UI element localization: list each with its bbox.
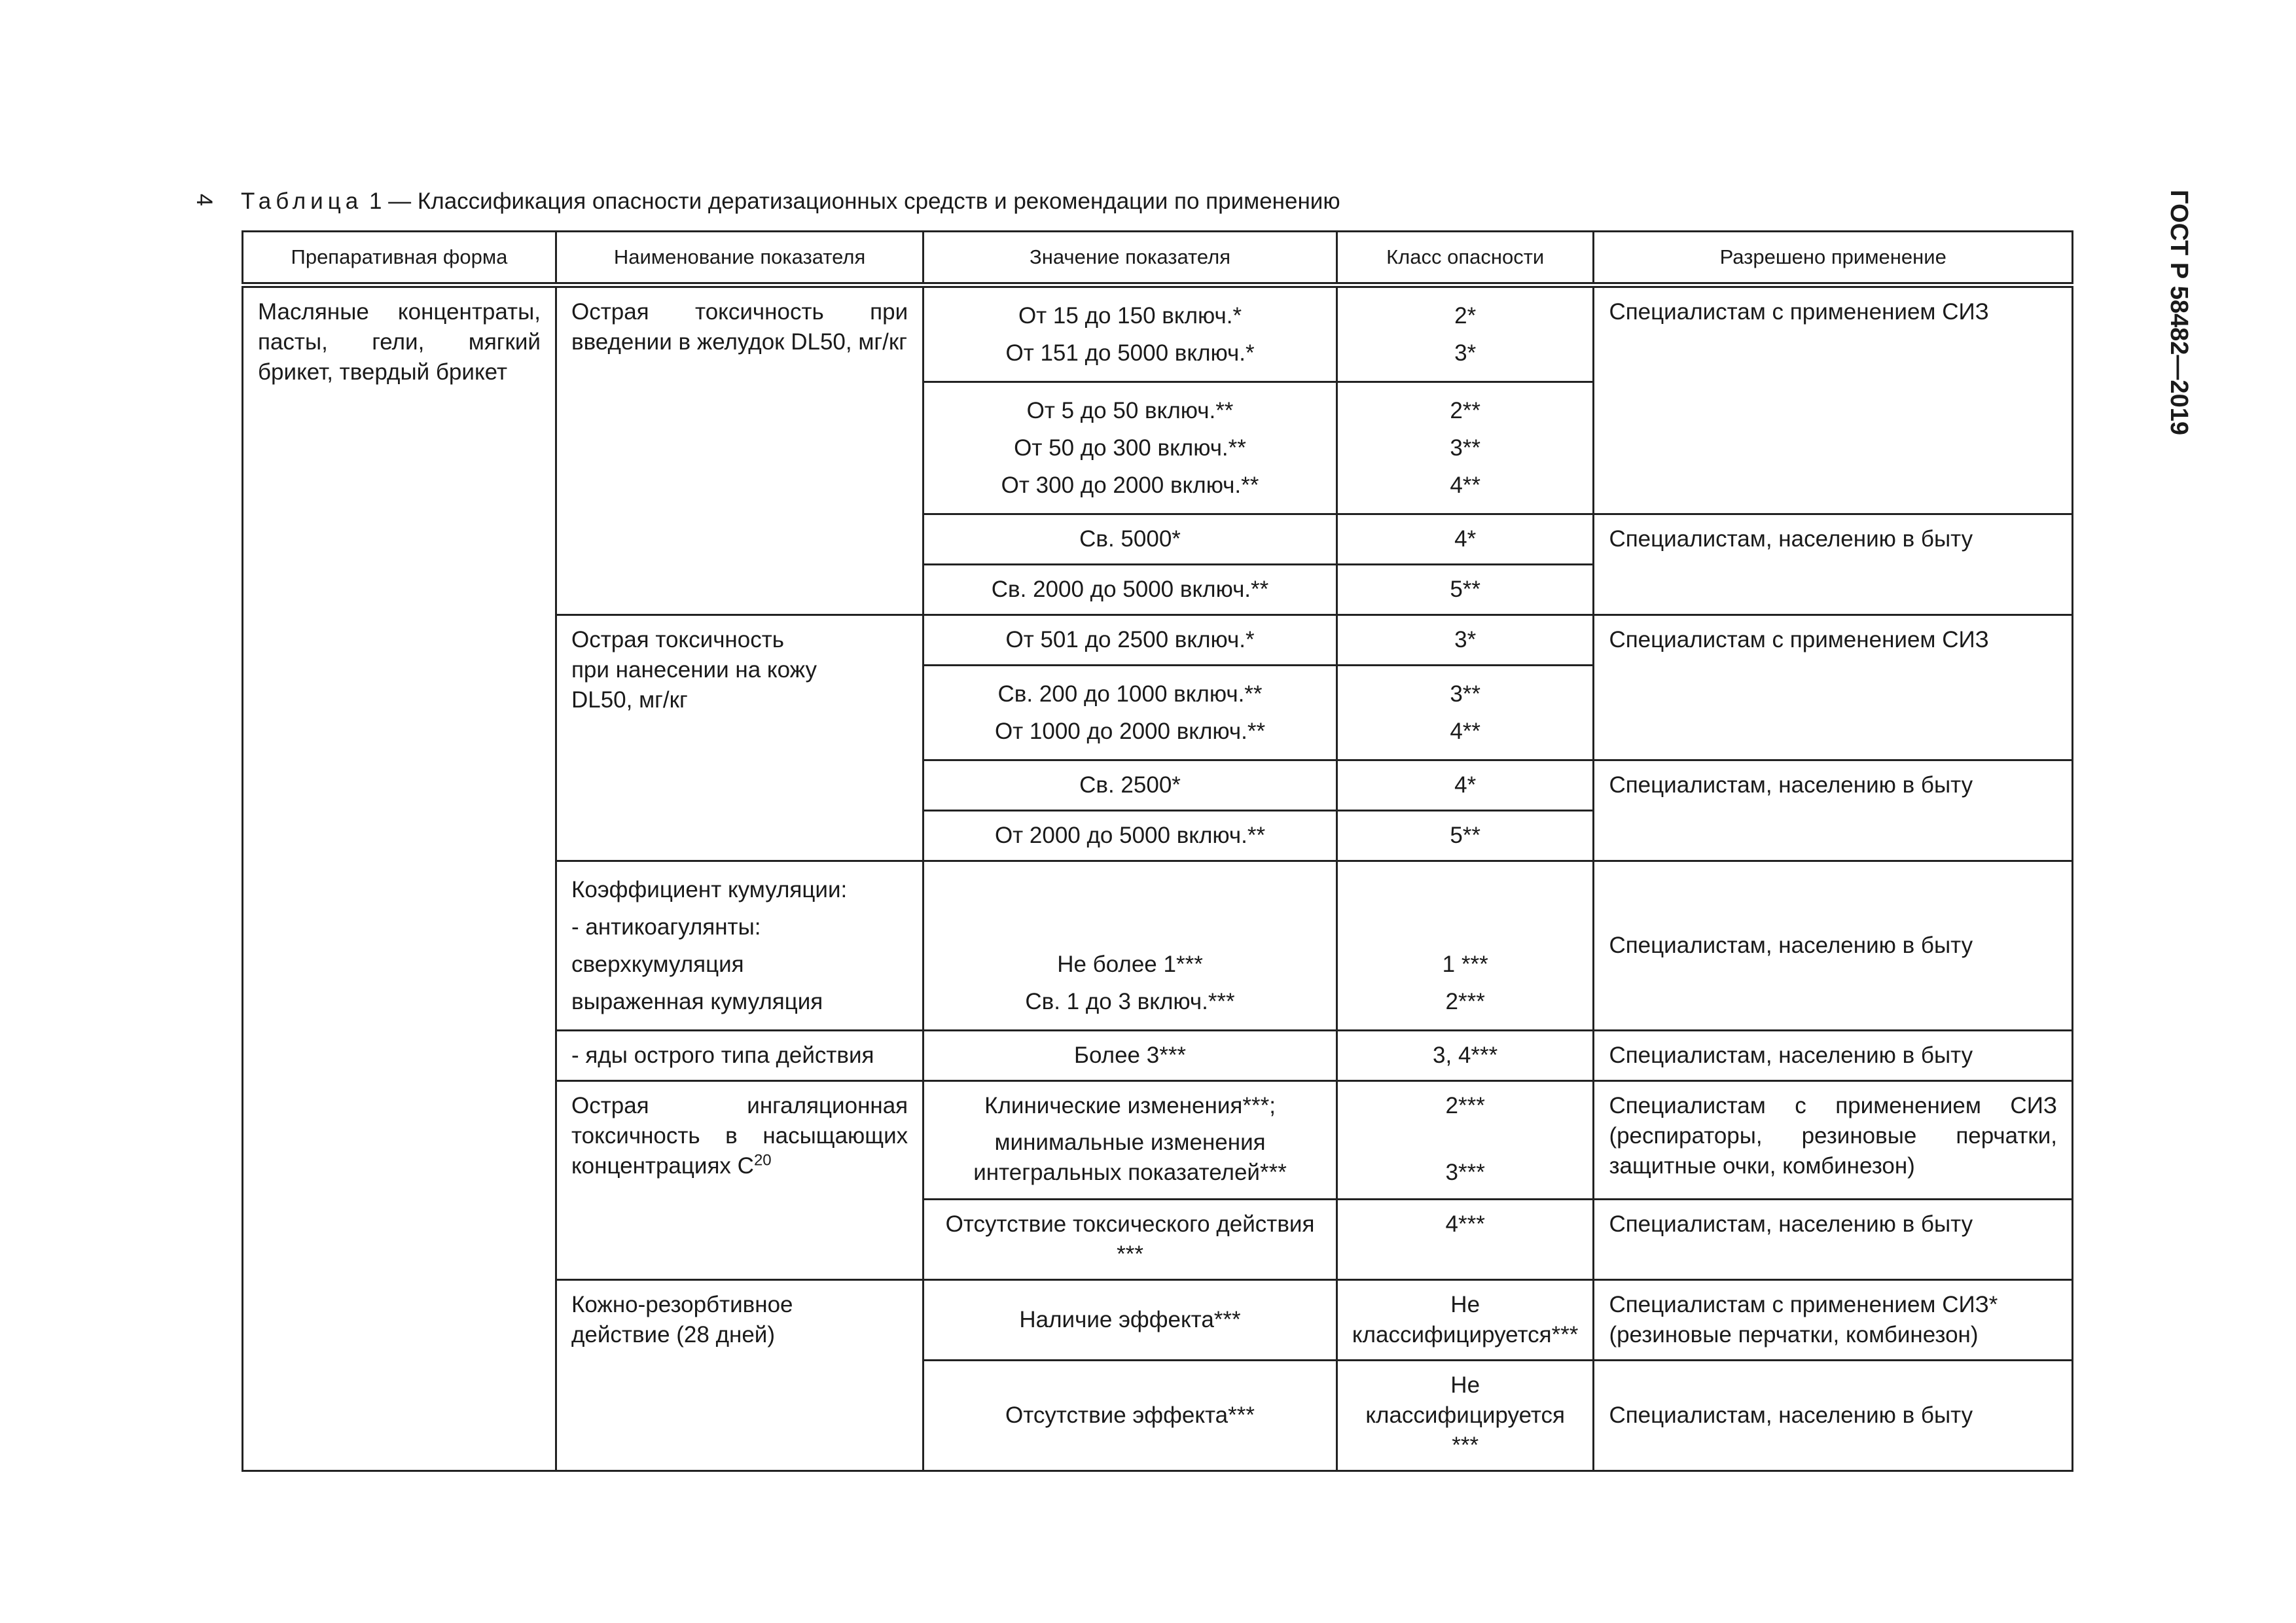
class-cum-1: 1 *** (1442, 952, 1488, 977)
class-cell (1336, 1081, 1594, 1200)
indicator-inhalation (556, 1081, 923, 1280)
class-oral-1: 2* (1454, 303, 1477, 329)
value-cell (924, 285, 1337, 382)
caption-number: 1 (368, 188, 382, 214)
value-cell (924, 1081, 1337, 1200)
allowed-cell: Специалистам, населению в быту (1594, 760, 2073, 861)
page-number: 4 (191, 194, 217, 206)
allowed-cell: Специалистам, населению в быту (1594, 1031, 2073, 1081)
inhalation-sup: 20 (753, 1151, 772, 1169)
class-skin-1: Не классифицируется*** (1336, 1280, 1594, 1361)
class-oral-7: 5** (1336, 565, 1594, 615)
class-inh-3: 4*** (1336, 1200, 1594, 1280)
class-oral-6: 4* (1336, 514, 1594, 565)
header-value: Значение показателя (924, 232, 1337, 285)
class-derm-3: 4** (1450, 719, 1481, 744)
value-inh-2: минимальные изменения интегральных показателей*** (973, 1130, 1287, 1185)
caption-label: Таблица (241, 188, 363, 214)
indicator-acute: - яды острого типа действия (556, 1031, 923, 1081)
cumulation-expressed: выраженная кумуляция (571, 989, 823, 1014)
value-oral-6: Св. 5000* (924, 514, 1337, 565)
class-derm-4: 4* (1336, 760, 1594, 811)
value-oral-7: Св. 2000 до 5000 включ.** (924, 565, 1337, 615)
hazard-classification-table (242, 230, 2073, 1472)
allowed-cell: Специалистам с применением СИЗ (1594, 285, 2073, 514)
class-cell (1336, 666, 1594, 760)
value-oral-4: От 50 до 300 включ.** (1014, 435, 1246, 461)
inhalation-text: Острая ингаляционная токсичность в насыщающих концентрациях С (571, 1093, 908, 1179)
indicator-skin-line: действие (28 дней) (571, 1322, 776, 1347)
class-oral-4: 3** (1450, 435, 1481, 461)
cumulation-super: сверхкумуляция (571, 952, 744, 977)
cumulation-anticoag: - антикоагулянты: (571, 914, 761, 940)
class-cell (1336, 861, 1594, 1031)
value-derm-2: Св. 200 до 1000 включ.** (997, 681, 1263, 707)
class-cell (1336, 285, 1594, 382)
form-cell: Масляные концентраты, пасты, гели, мягкий брикет, твердый брикет (243, 285, 556, 1471)
value-oral-1: От 15 до 150 включ.* (1018, 303, 1242, 329)
header-allowed: Разрешено применение (1594, 232, 2073, 285)
value-derm-5: От 2000 до 5000 включ.** (924, 811, 1337, 861)
class-inh-1: 2*** (1445, 1093, 1485, 1118)
cumulation-title: Коэффициент кумуляции: (571, 877, 848, 902)
allowed-cell: Специалистам, населению в быту (1594, 1361, 2073, 1471)
header-form: Препаративная форма (243, 232, 556, 285)
header-indicator: Наименование показателя (556, 232, 923, 285)
class-oral-3: 2** (1450, 398, 1481, 423)
value-cum-1: Не более 1*** (1057, 952, 1203, 977)
header-hazard-class: Класс опасности (1336, 232, 1594, 285)
allowed-cell: Специалистам с применением СИЗ (1594, 615, 2073, 760)
class-inh-2: 3*** (1445, 1160, 1485, 1185)
value-derm-1: От 501 до 2500 включ.* (924, 615, 1337, 666)
allowed-cell: Специалистам, населению в быту (1594, 861, 2073, 1031)
class-cum-2: 2*** (1445, 989, 1485, 1014)
indicator-skin (556, 1280, 923, 1471)
class-derm-1: 3* (1336, 615, 1594, 666)
indicator-cumulation (556, 861, 923, 1031)
allowed-cell: Специалистам, населению в быту (1594, 1200, 2073, 1280)
class-skin-2: Не классифицируется *** (1336, 1361, 1594, 1471)
class-cell (1336, 382, 1594, 514)
table-caption (241, 188, 1340, 215)
indicator-dermal-line: при нанесении на кожу (571, 657, 817, 683)
value-cell (924, 861, 1337, 1031)
value-inh-3: Отсутствие токсического действия *** (924, 1200, 1337, 1280)
class-derm-2: 3** (1450, 681, 1481, 707)
allowed-cell: Специалистам, населению в быту (1594, 514, 2073, 615)
class-derm-5: 5** (1336, 811, 1594, 861)
value-skin-1: Наличие эффекта*** (924, 1280, 1337, 1361)
class-oral-5: 4** (1450, 473, 1481, 498)
value-derm-3: От 1000 до 2000 включ.** (994, 719, 1266, 744)
value-skin-2: Отсутствие эффекта*** (924, 1361, 1337, 1471)
indicator-dermal-line: DL50, мг/кг (571, 687, 688, 713)
class-oral-2: 3* (1454, 340, 1477, 366)
indicator-oral: Острая токсичность при введении в желудок DL50, мг/кг (556, 285, 923, 615)
value-cell (924, 666, 1337, 760)
header-row (243, 232, 2073, 285)
allowed-cell: Специалистам с применением СИЗ (респираторы, резиновые перчатки, защитные очки, комбинезон) (1594, 1081, 2073, 1200)
value-oral-3: От 5 до 50 включ.** (1026, 398, 1234, 423)
value-cell (924, 382, 1337, 514)
value-derm-4: Св. 2500* (924, 760, 1337, 811)
class-acute: 3, 4*** (1336, 1031, 1594, 1081)
value-acute: Более 3*** (924, 1031, 1337, 1081)
value-inh-1: Клинические изменения***; (984, 1093, 1276, 1118)
indicator-dermal-line: Острая токсичность (571, 627, 784, 652)
table-row (243, 285, 2073, 382)
running-header: ГОСТ Р 58482—2019 (2165, 190, 2193, 435)
value-oral-5: От 300 до 2000 включ.** (1001, 473, 1259, 498)
allowed-cell: Специалистам с применением СИЗ* (резиновые перчатки, комбинезон) (1594, 1280, 2073, 1361)
indicator-dermal (556, 615, 923, 861)
indicator-skin-line: Кожно-резорбтивное (571, 1292, 793, 1317)
caption-text: — Классификация опасности дератизационных средств и рекомендации по применению (388, 188, 1340, 214)
value-oral-2: От 151 до 5000 включ.* (1005, 340, 1255, 366)
value-cum-2: Св. 1 до 3 включ.*** (1025, 989, 1235, 1014)
